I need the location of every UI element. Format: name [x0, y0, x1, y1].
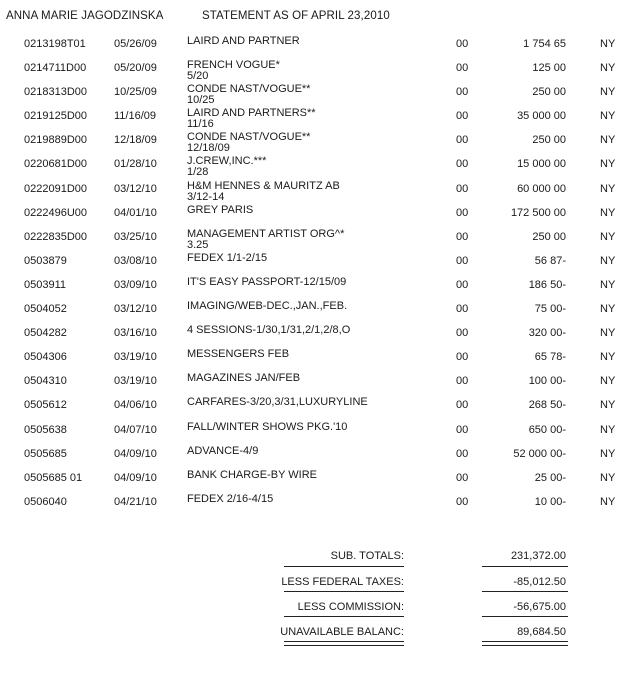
- table-row: [0, 298, 636, 322]
- table-row: [0, 250, 636, 274]
- row-code: 00: [456, 423, 469, 436]
- row-code: 00: [456, 182, 469, 195]
- underline-rule: [284, 616, 404, 617]
- total-value: -56,675.00: [513, 601, 566, 613]
- row-id: 0219125D00: [24, 110, 88, 123]
- row-date: 10/25/09: [114, 86, 157, 99]
- total-value: 89,684.50: [517, 626, 566, 638]
- row-code: 00: [456, 134, 469, 147]
- row-date: 05/26/09: [114, 38, 157, 50]
- table-row: [0, 491, 636, 515]
- table-row: [0, 419, 636, 443]
- row-state: NY: [600, 206, 616, 219]
- row-date: 04/09/10: [114, 471, 157, 484]
- underline-rule: [284, 591, 404, 592]
- row-state: NY: [600, 351, 616, 364]
- row-code: 00: [456, 399, 469, 412]
- row-code: 00: [456, 86, 469, 99]
- row-amount: 52 000 00-: [513, 447, 566, 460]
- table-row: [0, 33, 636, 57]
- table-row: [0, 443, 636, 467]
- table-row: [0, 370, 636, 394]
- row-state: NY: [600, 158, 616, 171]
- row-state: NY: [600, 471, 616, 484]
- row-code: 00: [456, 110, 469, 123]
- row-code: 00: [456, 303, 469, 316]
- row-date: 03/08/10: [114, 254, 157, 267]
- row-amount: 100 00-: [528, 375, 566, 388]
- row-date: 01/28/10: [114, 158, 157, 171]
- row-amount: 35 000 00: [517, 110, 566, 123]
- row-description: LAIRD AND PARTNERS** 11/16: [187, 107, 316, 131]
- row-description: BANK CHARGE-BY WIRE: [187, 468, 317, 481]
- row-id: 0213198T01: [24, 38, 86, 50]
- row-description: FALL/WINTER SHOWS PKG.'10: [187, 420, 348, 433]
- row-id: 0218313D00: [24, 86, 88, 99]
- row-amount: 320 00-: [528, 327, 566, 340]
- row-state: NY: [600, 399, 616, 412]
- row-date: 12/18/09: [114, 134, 157, 147]
- row-state: NY: [600, 134, 616, 147]
- underline-rule: [482, 645, 568, 646]
- row-amount: 250 00: [532, 86, 566, 99]
- row-id: 0505612: [24, 399, 67, 412]
- row-state: NY: [600, 230, 616, 243]
- row-date: 03/19/10: [114, 351, 157, 364]
- row-amount: 125 00: [532, 62, 566, 75]
- row-description: ADVANCE-4/9: [187, 444, 259, 457]
- row-date: 05/20/09: [114, 62, 157, 75]
- row-description: H&M HENNES & MAURITZ AB 3/12-14: [187, 179, 340, 203]
- row-state: NY: [600, 327, 616, 340]
- row-description: FRENCH VOGUE* 5/20: [187, 59, 280, 83]
- row-id: 0214711D00: [24, 62, 87, 75]
- row-amount: 56 87-: [534, 254, 566, 267]
- row-amount: 25 00-: [534, 471, 566, 484]
- row-id: 0222091D00: [24, 182, 88, 195]
- row-code: 00: [456, 254, 469, 267]
- row-date: 03/12/10: [114, 182, 157, 195]
- underline-rule: [284, 641, 404, 642]
- row-code: 00: [456, 351, 469, 364]
- row-description: CONDE NAST/VOGUE** 10/25: [187, 83, 311, 107]
- row-code: 00: [456, 38, 469, 50]
- row-code: 00: [456, 495, 469, 508]
- underline-rule: [284, 645, 404, 646]
- account-name: ANNA MARIE JAGODZINSKA: [6, 10, 164, 22]
- statement-table: [0, 33, 636, 515]
- row-code: 00: [456, 230, 469, 243]
- table-row: [0, 274, 636, 298]
- underline-rule: [482, 641, 568, 642]
- row-amount: 15 000 00: [517, 158, 566, 171]
- row-id: 0505685: [24, 447, 67, 460]
- table-row: [0, 202, 636, 226]
- row-description: CONDE NAST/VOGUE** 12/18/09: [187, 131, 311, 155]
- row-amount: 186 50-: [528, 278, 566, 291]
- table-row: [0, 322, 636, 346]
- row-amount: 10 00-: [534, 495, 566, 508]
- row-amount: 1 754 65: [523, 38, 566, 50]
- row-description: FEDEX 1/1-2/15: [187, 251, 268, 264]
- row-id: 0505685 01: [24, 471, 83, 484]
- row-description: FEDEX 2/16-4/15: [187, 492, 274, 505]
- table-row: [0, 226, 636, 250]
- row-date: 04/06/10: [114, 399, 157, 412]
- total-label: LESS COMMISSION:: [297, 601, 404, 613]
- row-amount: 172 500 00: [510, 206, 566, 219]
- row-id: 0222835D00: [24, 230, 88, 243]
- table-row: [0, 57, 636, 81]
- total-label: UNAVAILABLE BALANC:: [280, 626, 404, 638]
- table-row: [0, 153, 636, 177]
- row-date: 03/19/10: [114, 375, 157, 388]
- row-date: 04/01/10: [114, 206, 157, 219]
- row-date: 04/09/10: [114, 447, 157, 460]
- row-code: 00: [456, 447, 469, 460]
- row-id: 0222496U00: [24, 206, 88, 219]
- row-state: NY: [600, 303, 616, 316]
- row-id: 0504306: [24, 351, 67, 364]
- total-label: LESS FEDERAL TAXES:: [281, 576, 404, 588]
- row-state: NY: [600, 182, 616, 195]
- total-label: SUB. TOTALS:: [330, 550, 404, 562]
- row-id: 0220681D00: [24, 158, 88, 171]
- total-value: -85,012.50: [513, 576, 566, 588]
- row-amount: 250 00: [532, 134, 566, 147]
- row-code: 00: [456, 158, 469, 171]
- row-description: J.CREW,INC.*** 1/28: [187, 155, 267, 179]
- row-date: 03/12/10: [114, 303, 157, 316]
- table-row: [0, 81, 636, 105]
- row-date: 04/21/10: [114, 495, 157, 508]
- row-code: 00: [456, 62, 469, 75]
- row-state: NY: [600, 86, 616, 99]
- row-description: 4 SESSIONS-1/30,1/31,2/1,2/8,O: [187, 324, 351, 337]
- row-description: IT'S EASY PASSPORT-12/15/09: [187, 275, 347, 288]
- row-state: NY: [600, 447, 616, 460]
- row-date: 03/09/10: [114, 278, 157, 291]
- row-id: 0504282: [24, 327, 67, 340]
- row-state: NY: [600, 62, 616, 75]
- underline-rule: [482, 591, 568, 592]
- table-row: [0, 346, 636, 370]
- table-row: [0, 394, 636, 418]
- row-amount: 250 00: [532, 230, 566, 243]
- row-date: 04/07/10: [114, 423, 157, 436]
- row-id: 0504310: [24, 375, 67, 388]
- table-row: [0, 129, 636, 153]
- row-description: IMAGING/WEB-DEC.,JAN.,FEB.: [187, 300, 348, 313]
- row-id: 0505638: [24, 423, 67, 436]
- row-id: 0504052: [24, 303, 67, 316]
- row-description: MESSENGERS FEB: [187, 348, 290, 361]
- row-state: NY: [600, 423, 616, 436]
- row-id: 0503911: [24, 278, 67, 291]
- row-description: GREY PARIS: [187, 203, 254, 216]
- row-description: MAGAZINES JAN/FEB: [187, 372, 301, 385]
- row-description: CARFARES-3/20,3/31,LUXURYLINE: [187, 396, 368, 409]
- underline-rule: [284, 566, 404, 567]
- row-code: 00: [456, 375, 469, 388]
- row-code: 00: [456, 471, 469, 484]
- row-code: 00: [456, 278, 469, 291]
- row-amount: 650 00-: [528, 423, 566, 436]
- total-value: 231,372.00: [510, 550, 566, 562]
- row-id: 0219889D00: [24, 134, 88, 147]
- row-id: 0503879: [24, 254, 67, 267]
- row-state: NY: [600, 278, 616, 291]
- row-state: NY: [600, 38, 616, 50]
- row-amount: 60 000 00: [517, 182, 566, 195]
- underline-rule: [482, 616, 568, 617]
- statement-title: STATEMENT AS OF APRIL 23,2010: [202, 10, 390, 22]
- row-state: NY: [600, 495, 616, 508]
- row-amount: 65 78-: [534, 351, 566, 364]
- row-amount: 75 00-: [534, 303, 566, 316]
- table-row: [0, 105, 636, 129]
- table-row: [0, 467, 636, 491]
- row-date: 11/16/09: [114, 110, 157, 123]
- row-code: 00: [456, 206, 469, 219]
- row-description: LAIRD AND PARTNER: [187, 35, 300, 47]
- row-id: 0506040: [24, 495, 67, 508]
- row-date: 03/25/10: [114, 230, 157, 243]
- row-code: 00: [456, 327, 469, 340]
- underline-rule: [482, 566, 568, 567]
- row-date: 03/16/10: [114, 327, 157, 340]
- row-description: MANAGEMENT ARTIST ORG^* 3.25: [187, 227, 345, 251]
- table-row: [0, 178, 636, 202]
- row-amount: 268 50-: [528, 399, 566, 412]
- row-state: NY: [600, 375, 616, 388]
- row-state: NY: [600, 110, 616, 123]
- row-state: NY: [600, 254, 616, 267]
